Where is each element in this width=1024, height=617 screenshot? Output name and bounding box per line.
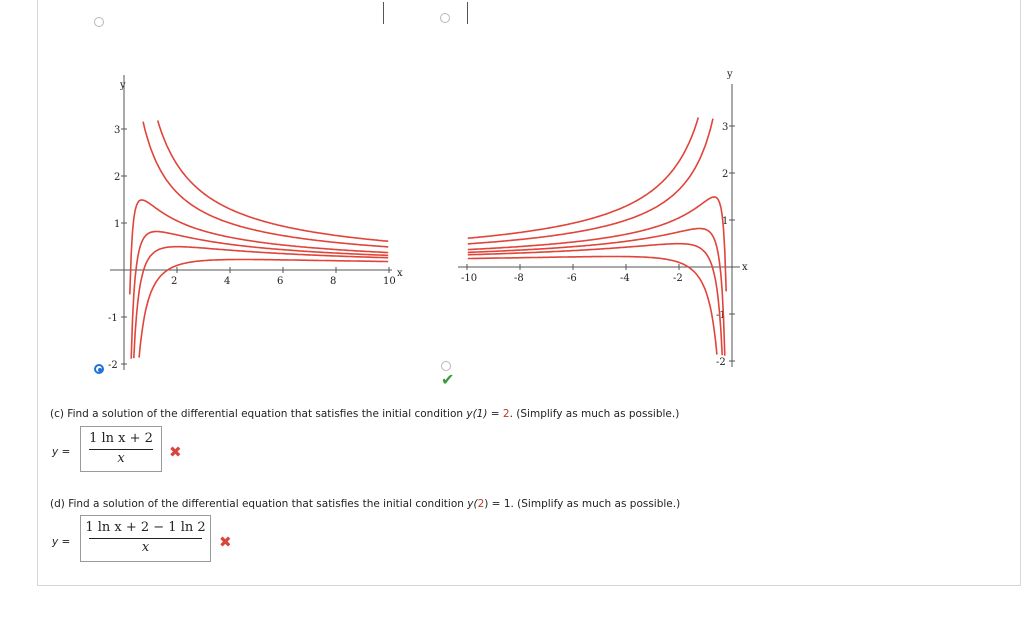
answer-c-label: y = xyxy=(52,446,71,458)
question-d-prefix: (d) Find a solution of the differential equation that satisfies the initial condition xyxy=(50,498,468,510)
answer-d-denominator: x xyxy=(141,540,150,555)
check-icon: ✔ xyxy=(441,370,455,389)
answer-c-denominator: x xyxy=(117,451,125,466)
y-tick-label: -2 xyxy=(108,360,118,371)
x-tick-label: 6 xyxy=(277,276,284,287)
x-icon: ✖ xyxy=(219,533,232,551)
y-tick-label: 3 xyxy=(722,122,729,133)
answer-d-input[interactable] xyxy=(80,515,211,562)
x-tick-label: -8 xyxy=(514,273,524,284)
y-axis-label: y xyxy=(727,69,733,80)
y-tick-label: -1 xyxy=(716,310,726,321)
x-icon: ✖ xyxy=(169,443,182,461)
question-c-condition: y(1) = xyxy=(466,408,503,420)
graph-right[interactable] xyxy=(448,62,758,372)
x-tick-label: 8 xyxy=(330,276,337,287)
question-d-suffix: . (Simplify as much as possible.) xyxy=(510,498,681,510)
x-tick-label: 10 xyxy=(383,276,396,287)
answer-d-label: y = xyxy=(52,536,71,548)
x-axis-label: x xyxy=(742,262,748,273)
axes-right xyxy=(458,84,740,367)
y-tick-label: 1 xyxy=(114,219,121,230)
question-d-condition-rhs: ) = 1 xyxy=(484,498,511,510)
answer-c-input[interactable] xyxy=(80,426,162,472)
radio-option-top-right[interactable] xyxy=(440,13,450,23)
solution-curve xyxy=(468,118,699,239)
radio-option-top-left[interactable] xyxy=(94,17,104,27)
x-tick-label: 4 xyxy=(224,276,231,287)
graph-left[interactable] xyxy=(100,65,420,375)
graph-fragment-top-left xyxy=(383,2,384,24)
solution-curve xyxy=(143,122,388,247)
y-tick-label: 1 xyxy=(722,216,729,227)
axes-left xyxy=(110,75,392,370)
y-tick-label: 2 xyxy=(114,172,121,183)
answer-c-numerator: 1 ln x + 2 xyxy=(89,431,153,446)
solution-curves-left xyxy=(130,121,388,359)
fraction-bar xyxy=(89,449,153,450)
graph-fragment-top-right xyxy=(467,2,468,24)
y-tick-label: 3 xyxy=(114,125,121,136)
solution-curve xyxy=(158,121,389,242)
question-c-suffix: . (Simplify as much as possible.) xyxy=(509,408,680,420)
solution-curve xyxy=(134,247,388,359)
answer-d-numerator: 1 ln x + 2 − 1 ln 2 xyxy=(85,520,206,535)
question-c xyxy=(50,408,679,420)
solution-curve xyxy=(139,260,388,358)
solution-curve xyxy=(468,244,722,356)
y-axis-label: y xyxy=(120,80,126,91)
fraction-bar xyxy=(89,538,202,539)
question-d xyxy=(50,498,680,510)
question-d-condition-lhs: y( xyxy=(467,498,478,510)
x-tick-label: -6 xyxy=(567,273,577,284)
y-tick-label: -1 xyxy=(108,313,118,324)
question-d-condition-arg: 2 xyxy=(477,498,485,510)
x-tick-label: -10 xyxy=(461,273,478,284)
solution-curves-right xyxy=(468,118,729,356)
question-c-prefix: (c) Find a solution of the differential equation that satisfies the initial condition xyxy=(50,408,467,420)
y-tick-label: 2 xyxy=(722,169,729,180)
x-tick-label: 2 xyxy=(171,276,178,287)
x-tick-label: -2 xyxy=(673,273,683,284)
x-tick-label: -4 xyxy=(620,273,630,284)
question-c-condition-value: 2 xyxy=(502,408,510,420)
x-axis-label: x xyxy=(397,268,403,279)
solution-curve xyxy=(468,119,713,244)
y-tick-label: -2 xyxy=(716,357,726,368)
solution-curve xyxy=(468,257,717,355)
